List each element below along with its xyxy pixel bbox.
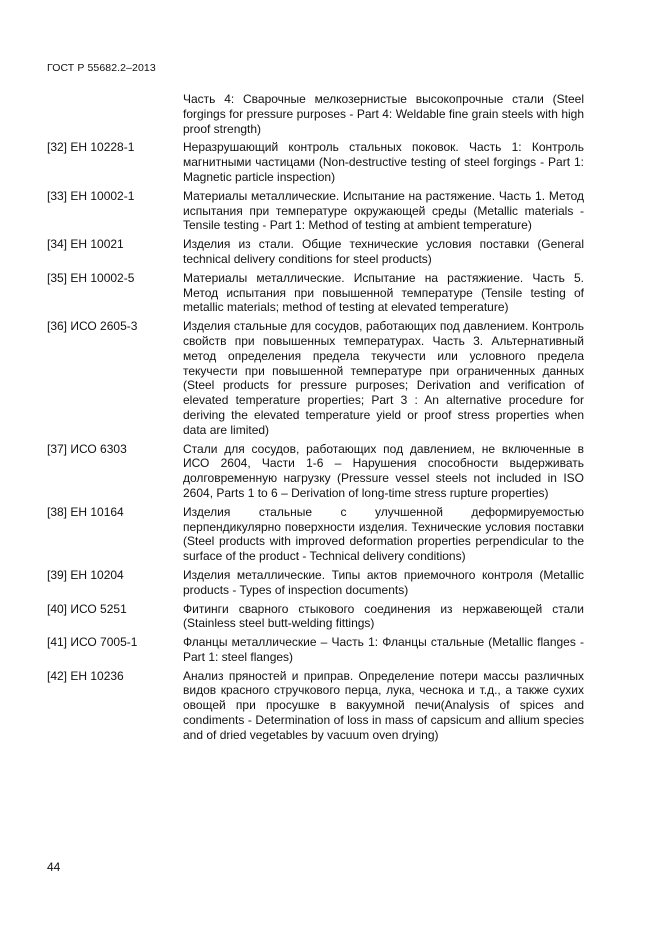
- reference-code: [41] ИСО 7005-1: [47, 635, 138, 650]
- reference-item: [47, 442, 584, 501]
- reference-code: [39] ЕН 10204: [47, 567, 124, 582]
- reference-item: [47, 140, 584, 184]
- reference-list: [47, 92, 584, 743]
- reference-item: [47, 271, 584, 315]
- reference-item: [47, 189, 584, 233]
- reference-text: Фланцы металлические – Часть 1: Фланцы стальные (Metallic flanges - Part 1: steel flanges): [183, 635, 584, 664]
- reference-item: [47, 505, 584, 564]
- reference-code: [33] ЕН 10002-1: [47, 188, 135, 203]
- reference-text: Анализ пряностей и приправ. Определение потери массы различных видов красного стручкового перца, лука, чеснока и т.д., а также сухих овощей при просушке в вакуумной печи(Analysis of spices and condiments - Determination of loss in mass of capsicum and allium species and of dried vegetables by vacuum oven drying): [183, 668, 584, 742]
- reference-item: [47, 602, 584, 632]
- reference-item: [47, 319, 584, 437]
- reference-text: Материалы металлические. Испытание на растяжение. Часть 1. Метод испытания при температуре окружающей среды (Metallic materials - Tensile testing - Part 1: Method of testing at ambient temperature): [183, 188, 584, 233]
- reference-text: Стали для сосудов, работающих под давлением, не включенные в ИСО 2604, Части 1-6 – Нарушения способности выдерживать долговременную нагрузку (Pressure vessel steels not included in ISO 2604, Parts 1 to 6 – Derivation of long-time stress rupture properties): [183, 441, 584, 500]
- reference-code: [38] ЕН 10164: [47, 504, 124, 519]
- reference-text: Изделия металлические. Типы актов приемочного контроля (Metallic products - Types of inspection documents): [183, 567, 584, 597]
- reference-code: [36] ИСО 2605-3: [47, 319, 138, 334]
- reference-code: [32] ЕН 10228-1: [47, 140, 135, 155]
- document-header: ГОСТ Р 55682.2–2013: [47, 62, 156, 74]
- reference-text: Изделия из стали. Общие технические условия поставки (General technical delivery conditions for steel products): [183, 237, 584, 266]
- reference-item: [47, 635, 584, 665]
- page-number: 44: [47, 860, 61, 874]
- reference-item: [47, 669, 584, 743]
- reference-text: Неразрушающий контроль стальных поковок. Часть 1: Контроль магнитными частицами (Non-destructive testing of steel forgings - Part 1: Magnetic particle inspection): [183, 140, 584, 184]
- reference-item: [47, 568, 584, 598]
- reference-code: [42] ЕН 10236: [47, 668, 124, 683]
- reference-code: [35] ЕН 10002-5: [47, 270, 135, 285]
- reference-code: [37] ИСО 6303: [47, 441, 127, 456]
- reference-item: [47, 237, 584, 267]
- reference-item: [47, 92, 584, 136]
- reference-text: Фитинги сварного стыкового соединения из нержавеющей стали (Stainless steel butt-welding fittings): [183, 601, 584, 631]
- reference-code: [40] ИСО 5251: [47, 601, 127, 616]
- reference-text: Часть 4: Сварочные мелкозернистые высокопрочные стали (Steel forgings for pressure purposes - Part 4: Weldable fine grain steels with high proof strength): [183, 92, 584, 136]
- reference-code: [34] ЕН 10021: [47, 237, 124, 252]
- reference-text: Изделия стальные с улучшенной деформируемостью перпендикулярно поверхности изделия. Технические условия поставки (Steel products with improved deformation properties perpendicular to the surface of the product - Technical delivery conditions): [183, 504, 584, 564]
- reference-text: Изделия стальные для сосудов, работающих под давлением. Контроль свойств при повышенных температурах. Часть 3. Альтернативный метод определения предела текучести или условного предела текучести при повышенной температуре при ограниченных данных (Steel products for pressure purposes; Derivation and verification of elevated temperature properties; Part 3 : An alternative procedure for deriving the elevated temperature yield or proof stress properties when data are limited): [183, 319, 584, 437]
- reference-text: Материалы металлические. Испытание на растяжиение. Часть 5. Метод испытания при повышенной температуре (Tensile testing of metallic materials; method of testing at elevated temperature): [183, 270, 584, 315]
